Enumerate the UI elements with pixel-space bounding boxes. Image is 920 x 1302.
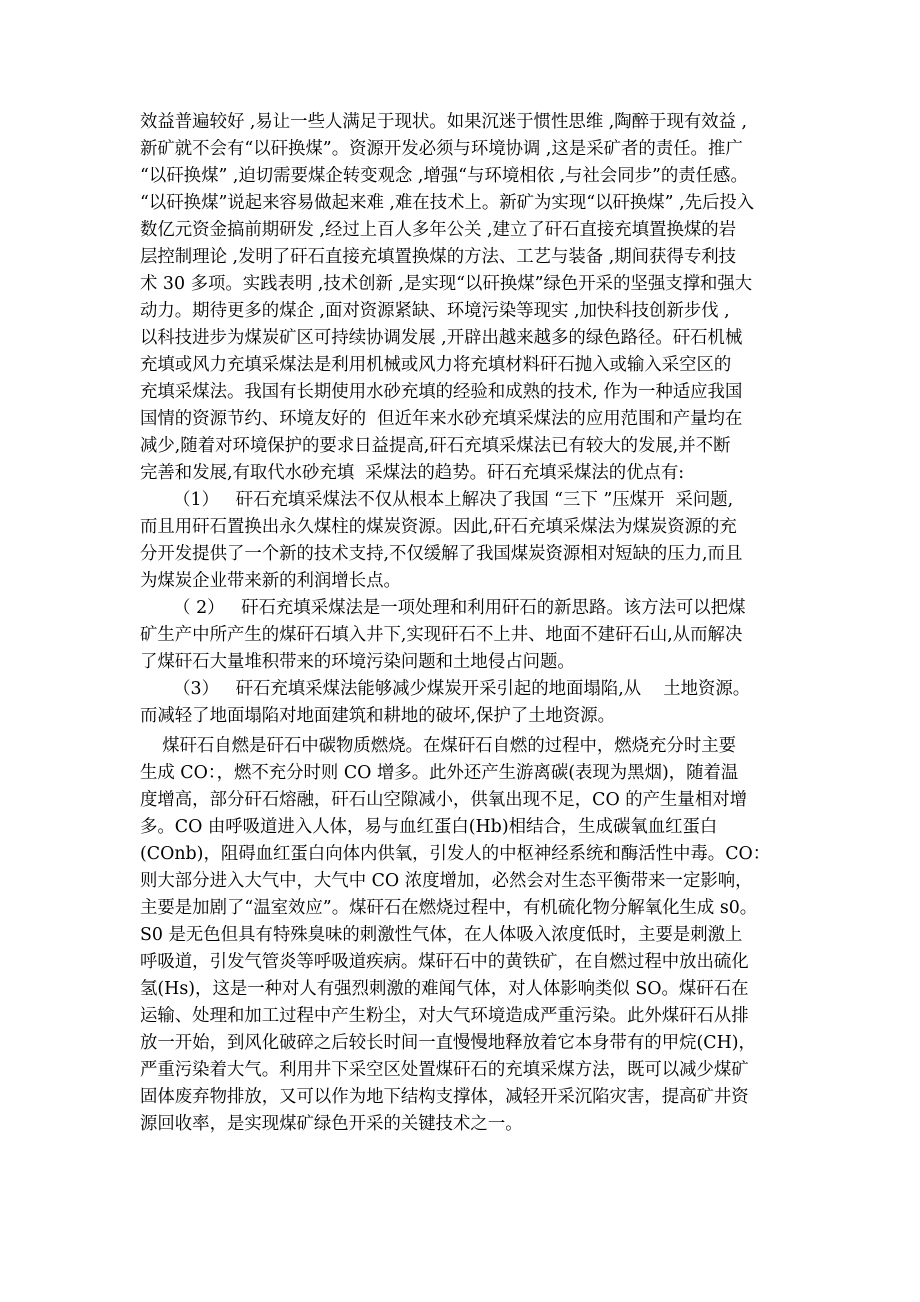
text-line: 放一开始，到风化破碎之后较长时间一直慢慢地释放着它本身带有的甲烷(CH)， <box>140 1033 756 1053</box>
text-line: 矿生产中所产生的煤矸石填入井下,实现矸石不上井、地面不建矸石山,从而解决 <box>140 625 743 645</box>
text-line: 煤矸石自燃是矸石中碳物质燃烧。在煤矸石自燃的过程中，燃烧充分时主要 <box>140 736 737 756</box>
text-line: 运输、处理和加工过程中产生粉尘，对大气环境造成严重污染。此外煤矸石从排 <box>140 1006 749 1026</box>
text-line: 生成 CO：，燃不充分时则 CO 增多。此外还产生游离碳(表现为黑烟)，随着温 <box>140 763 739 783</box>
text-line: 数亿元资金搞前期研发 ,经过上百人多年公关 ,建立了矸石直接充填置换煤的岩 <box>140 220 737 240</box>
text-line: 为煤炭企业带来新的利润增长点。 <box>140 571 401 591</box>
text-line: 术 30 多项。实践表明 ,技术创新 ,是实现“以矸换煤”绿色开采的坚强支撑和强大 <box>140 274 753 294</box>
text-line: 动力。期待更多的煤企 ,面对资源紧缺、环境污染等现实 ,加快科技创新步伐 , <box>140 301 730 321</box>
text-line: 源回收率，是实现煤矿绿色开采的关键技术之一。 <box>140 1114 523 1134</box>
text-line: 充填采煤法。我国有长期使用水砂充填的经验和成熟的技术, 作为一种适应我国 <box>140 382 743 402</box>
document-body <box>140 109 785 1138</box>
text-line: 分开发提供了一个新的技术支持,不仅缓解了我国煤炭资源相对短缺的压力,而且 <box>140 544 743 564</box>
text-line: 国情的资源节约、环境友好的 但近年来水砂充填采煤法的应用范围和产量均在 <box>140 409 743 429</box>
text-line: 而减轻了地面塌陷对地面建筑和耕地的破坏,保护了土地资源。 <box>140 706 616 726</box>
text-line: （1） 矸石充填采煤法不仅从根本上解决了我国 “三下 ”压煤开 采问题, <box>140 490 734 510</box>
text-line: 氢(Hs)，这是一种对人有强烈刺激的难闻气体，对人体影响类似 SO。煤矸石在 <box>140 979 749 999</box>
text-line: （3） 矸石充填采煤法能够减少煤炭开采引起的地面塌陷,从 土地资源。 <box>140 679 751 699</box>
text-line: 主要是加剧了“温室效应”。煤矸石在燃烧过程中，有机硫化物分解氧化生成 s0。 <box>140 898 758 918</box>
text-line: 而且用矸石置换出永久煤柱的煤炭资源。因此,矸石充填采煤法为煤炭资源的充 <box>140 517 737 537</box>
text-line: 层控制理论 ,发明了矸石直接充填置换煤的方法、工艺与装备 ,期间获得专利技 <box>140 247 737 267</box>
text-line: (COnb)，阻碍血红蛋白向体内供氧，引发人的中枢神经系统和酶活性中毒。CO： <box>140 844 771 864</box>
text-line: S0 是无色但具有特殊臭味的刺激性气体，在人体吸入浓度低时，主要是刺激上 <box>140 925 743 945</box>
text-line: “以矸换煤” ,迫切需要煤企转变观念 ,增强“与环境相依 ,与社会同步”的责任感。 <box>140 166 748 186</box>
text-line: 完善和发展,有取代水砂充填 采煤法的趋势。矸石充填采煤法的优点有: <box>140 463 685 483</box>
text-line: 呼吸道，引发气管炎等呼吸道疾病。煤矸石中的黄铁矿，在自燃过程中放出硫化 <box>140 952 749 972</box>
text-line: 充填或风力充填采煤法是利用机械或风力将充填材料矸石抛入或输入采空区的 <box>140 355 732 375</box>
text-line: 度增高，部分矸石熔融，矸石山空隙减小，供氧出现不足，CO 的产生量相对增 <box>140 790 747 810</box>
text-line: 严重污染着大气。利用井下采空区处置煤矸石的充填采煤方法，既可以减少煤矿 <box>140 1060 749 1080</box>
text-line: “以矸换煤”说起来容易做起来难 ,难在技术上。新矿为实现“以矸换煤” ,先后投入 <box>140 193 755 213</box>
text-line: 减少,随着对环境保护的要求日益提高,矸石充填采煤法已有较大的发展,并不断 <box>140 436 731 456</box>
text-line: 新矿就不会有“以矸换煤”。资源开发必须与环境协调 ,这是采矿者的责任。推广 <box>140 139 743 159</box>
text-line: 多。CO 由呼吸道进入人体，易与血红蛋白(Hb)相结合，生成碳氧血红蛋白 <box>140 817 718 837</box>
text-line: 则大部分进入大气中，大气中 CO 浓度增加，必然会对生态平衡带来一定影响， <box>140 871 753 891</box>
text-line: 效益普遍较好 ,易让一些人满足于现状。如果沉迷于惯性思维 ,陶醉于现有效益 , <box>140 112 748 132</box>
text-line: 了煤矸石大量堆积带来的环境污染问题和土地侵占问题。 <box>140 652 575 672</box>
text-line: 以科技进步为煤炭矿区可持续协调发展 ,开辟出越来越多的绿色路径。矸石机械 <box>140 328 743 348</box>
text-line: 固体废弃物排放，又可以作为地下结构支撑体，减轻开采沉陷灾害，提高矿井资 <box>140 1087 749 1107</box>
text-line: （ 2） 矸石充填采煤法是一项处理和利用矸石的新思路。该方法可以把煤 <box>140 598 746 618</box>
